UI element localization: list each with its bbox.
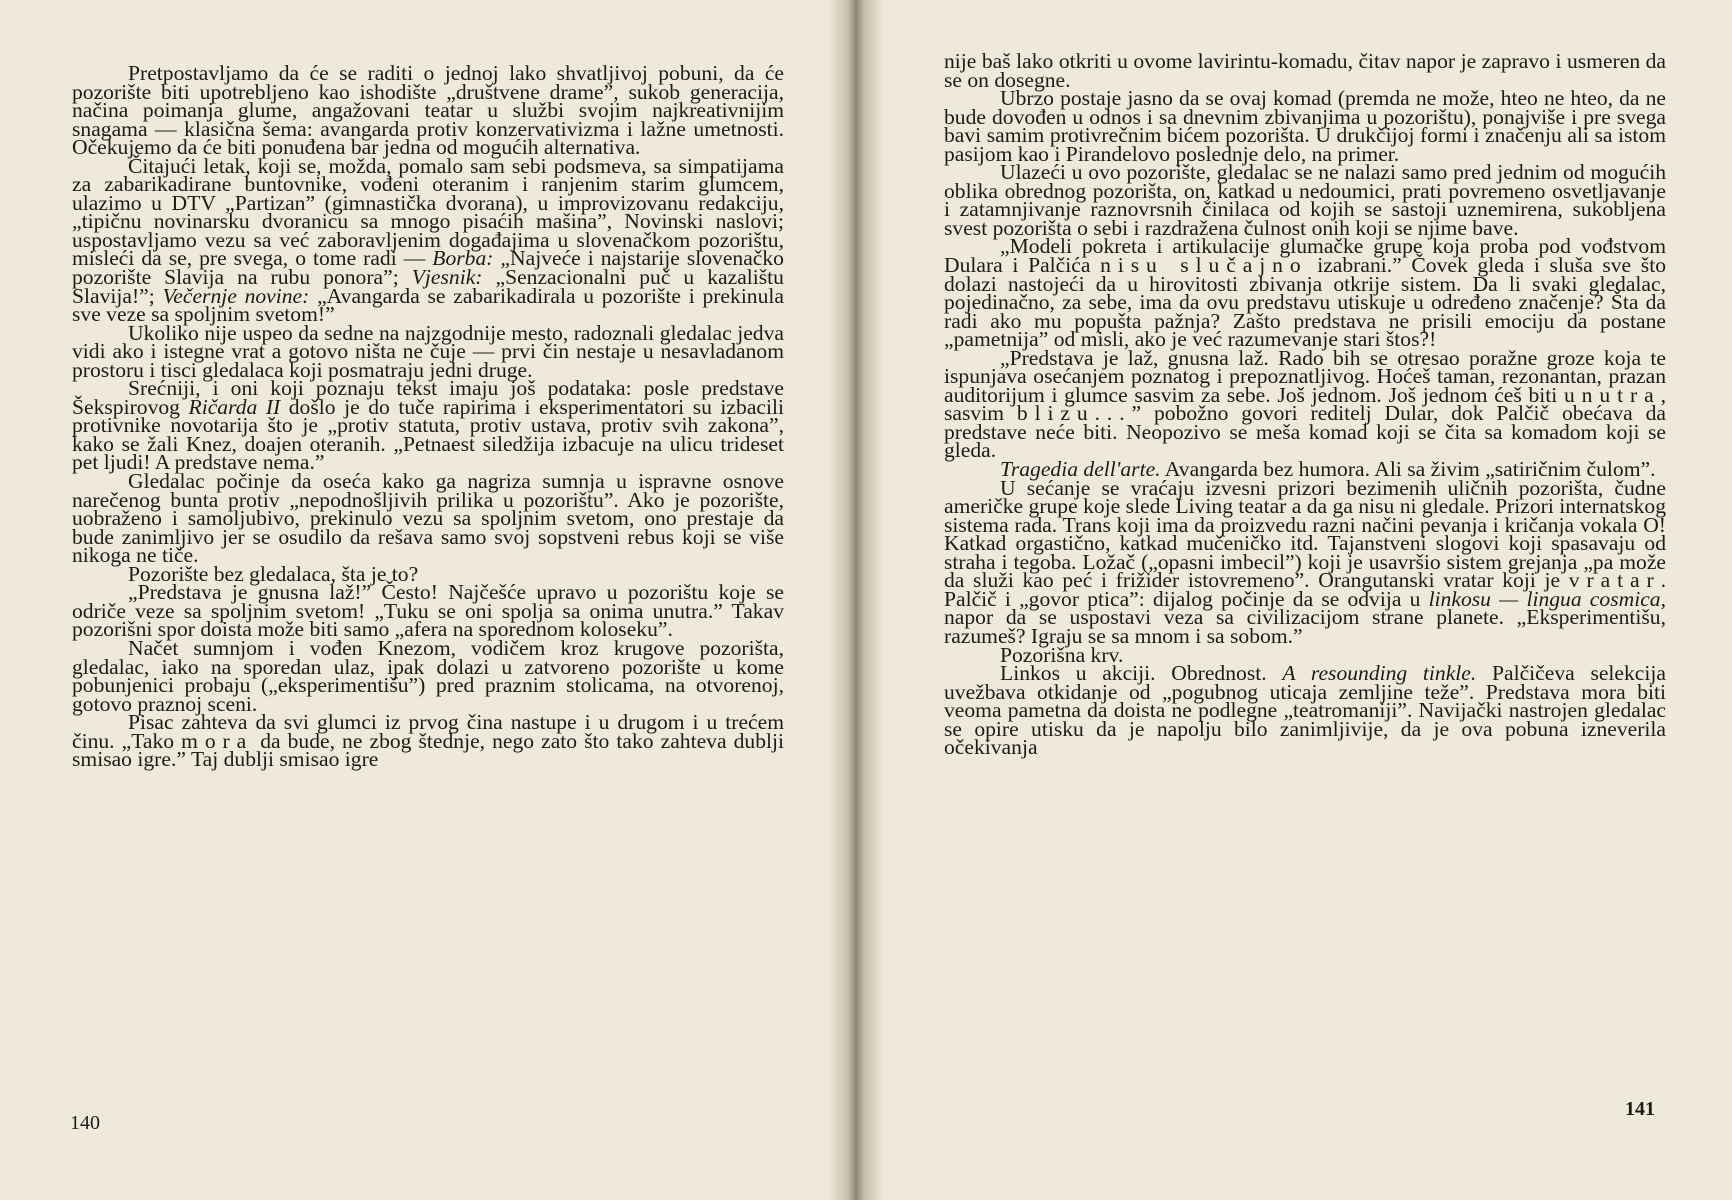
text-run: „Senzacionalni puč u kazalištu Slavija!”;: [72, 265, 784, 308]
italic-run: Vjesnik:: [411, 265, 483, 290]
spaced-run: blizu...: [1016, 401, 1132, 426]
text-run: . Palčič i „govor ptica”: dijalog počinje da se odvija u: [944, 568, 1666, 611]
text-run: Palčičeva selekcija uvežbava otkidanje od „pogubnog uticaja zemljine teže”. Predstava mora biti veoma pametna da doista ne podlegne „teatromaniji”. Navijački nastrojen gledalac se opire utisku da je napolju bilo zanimljivije, da je ova pobuna izneverila očekivanja: [944, 661, 1666, 760]
paragraph: [72, 376, 784, 475]
italic-run: Večernje novine:: [162, 283, 310, 308]
text-run: „Predstava je laž, gnusna laž. Rado bih se otresao poražne groze koja te ispunjava osećanjem poznatog i prepoznatljivog. Hoćeš taman, rezonantan, prazan auditorijum i glumce sasvim za sebe. Još jednom. Još jednom ćeš biti: [944, 345, 1666, 407]
text-run: Avangarda bez humora. Ali sa živim „satiričnim čulom”.: [1160, 457, 1656, 482]
text-run: „Najveće i najstarije slovenačko pozorište Slavija na rubu ponora”;: [72, 246, 784, 290]
text-run: ” pobožno govori reditelj Dular, dok Palčič obećava da predstave neće biti. Neopozivo se meša komad koji se čita sa komadom koji se gleda.: [944, 401, 1666, 463]
paragraph: [72, 153, 784, 327]
text-run: „Avangarda se zabarikadirala u pozorište i prekinula sve veze sa spoljnim svetom!”: [72, 283, 784, 327]
spaced-run: vratar: [1568, 568, 1661, 593]
text-run: da bude, ne zbog štednje, nego zato što tako zahteva dublji smisao igre.” Taj dublji smisao igre: [72, 728, 784, 772]
text-run: Pisac zahteva da svi glumci iz prvog čina nastupe i u drugom i u trećem činu. „Tako: [72, 710, 784, 753]
left-page: [0, 0, 828, 1200]
text-run: , sasvim: [944, 382, 1666, 426]
paragraph: Ukoliko nije uspeo da sedne na najzgodnije mesto, radoznali gledalac jedva vidi ako i istegne vrat a gotovo ništa ne čuje — prvi čin nestaje u nesavladanom prostoru i tisci gledalaca koji posmatraju jedni druge.: [72, 320, 784, 382]
spaced-run: mora: [181, 728, 254, 753]
italic-run: Tragedia dell'arte.: [1000, 457, 1161, 482]
italic-run: A resounding tinkle.: [1282, 661, 1477, 686]
text-run: došlo je do tuče rapirima i eksperimentatori su izbacili protivnike novotarija što je „protiv statuta, protiv ustava, protiv svih zakona”, kako se žali Knez, doajen oteranih. „Petnaest siledžija izbacuje na ulicu trideset pet ljudi! A predstave nema.”: [72, 394, 784, 475]
paragraph: [944, 345, 1666, 463]
book-gutter: [828, 0, 884, 1200]
italic-run: Ričarda II: [188, 394, 281, 419]
text-run: „Modeli pokreta i artikulacije glumačke grupe koja proba pod vođstvom Dulara i Palčića: [944, 234, 1666, 278]
right-page-body: [944, 49, 1667, 760]
paragraph: [944, 475, 1666, 648]
paragraph: „Predstava je gnusna laž!” Često! Najčešće upravo u pozorištu koje se odriče veze sa spoljnim svetom! „Tuku se oni spolja sa onima unutra.” Takav pozorišni spor doista može biti samo „afera na sporednom koloseku”.: [72, 580, 784, 642]
paragraph: Ubrzo postaje jasno da se ovaj komad (premda ne može, hteo ne hteo, da ne bude dovođen u odnos i sa dnevnim zbivanjima u pozorištu), ponajviše i pre svega bavi samim protivrečnim bićem pozorišta. U drukčijoj formi i značenju ali sa istom pasijom kao i Pirandelovo poslednje delo, na primer.: [944, 86, 1666, 166]
paragraph: [944, 661, 1666, 760]
right-page: [884, 0, 1732, 1200]
text-run: Čitajući letak, koji se, možda, pomalo sam sebi podsmeva, sa simpatijama za zabarikadirane buntovnike, vođeni oteranim i ranjenim starim glumcem, ulazimo u DTV „Partizan” (gimnastička dvorana), u improvizovanu redakciju, „tipičnu novinarsku dvoranicu sa mnogo pisaćih mašina”, Novinski naslovi; uspostavljamo vezu sa već zaboravljenim događajima u slovenačkom pozorištu, misleći da se, pre svega, o tome radi —: [72, 153, 784, 271]
paragraph: [72, 710, 784, 772]
paragraph: Pozorišna krv.: [1000, 642, 1124, 667]
italic-run: Borba:: [432, 246, 494, 271]
text-run: Linkos u akciji. Obrednost.: [1000, 661, 1283, 686]
paragraph: Ulazeći u ovo pozorište, gledalac se ne nalazi samo pred jednim od mogućih oblika obrednog pozorišta, on, katkad u nedoumici, prati povremeno osvetljavanje i zatamnjivanje raznovrsnih činilaca od kojih se sastoji uznemirena, sukobljena svest pozorišta o sebi i razdražena čulnost onih koji se njime bave.: [944, 160, 1666, 240]
text-run: , napor da se uspostavi veza sa civilizacijom strane planete. „Eksperimentišu, razumeš? Igraju se sa mnom i sa sobom.”: [944, 586, 1666, 648]
paragraph: [944, 234, 1667, 352]
paragraph: nije baš lako otkriti u ovome lavirintu-komadu, čitav napor je zapravo i usmeren da se on dosegne.: [944, 49, 1666, 92]
italic-run: linkosu — lingua cosmica: [1428, 586, 1661, 611]
page-number-right: 141: [1625, 1098, 1655, 1120]
text-run: Srećniji, i oni koji poznaju tekst imaju još podataka: posle predstave Šekspirovog: [72, 376, 784, 419]
paragraph: Gledalac počinje da oseća kako ga nagriza sumnja u ispravne osnove narečenog bunta protiv „nepodnošljivih prilika u pozorištu”. Ako je pozorište, uobraženo i samoljubivo, prekinulo vezu sa spoljnim svetom, ono prestaje da bude zanimljivo jer se osudilo da rešava samo svoj sopstveni rebus koji se više nikoga ne tiče.: [72, 469, 784, 568]
text-run: izabrani.” Čovek gleda i sluša sve što dolazi nastojeći da u hirovitosti zbivanja otkrije sistem. Da li svaki gledalac, pojedinačno, za sebe, ima da ovu predstavu utiskuje u određeno značenje? Šta da radi ako mu popušta pažnja? Zašto predstava ne prisili emociju da postane „pametnija” od misli, ako je već razumevanje stari štos?!: [944, 253, 1667, 352]
left-page-body: [72, 61, 784, 772]
spaced-run: unutra: [1563, 382, 1661, 407]
page-number-left: 140: [70, 1112, 100, 1134]
spaced-run: nisu slučajno: [1100, 253, 1308, 278]
paragraph: Pretpostavljamo da će se raditi o jednoj lako shvatljivoj pobuni, da će pozorište biti upotrebljeno kao ishodište „društvene drame”, sukob generacija, načina poimanja glume, angažovani teatar u službi svojim najkreativnijim snagama — klasična šema: avangarda protiv konzervativizma i lažne umetnosti. Očekujemo da će biti ponuđena bar jedna od mogućih alternativa.: [72, 61, 784, 160]
paragraph: Pozorište bez gledalaca, šta je to?: [128, 561, 419, 586]
paragraph: Načet sumnjom i vođen Knezom, vodičem kroz krugove pozorišta, gledalac, iako na sporedan ulaz, ipak dolazi u zatvoreno pozorište u kome pobunjenici probaju („eksperimentišu”) pred praznim stolicama, na otvorenoj, gotovo praznoj sceni.: [72, 635, 784, 716]
text-run: U sećanje se vraćaju izvesni prizori bezimenih uličnih pozorišta, čudne američke grupe koje slede Living teatar a da ga nisu ni gledale. Prizori internatskog sistema rada. Trans koji ima da proizvedu razni načini pevanja i kričanja vokala O! Katkad orgastično, katkad mučeničko itd. Tajanstveni slogovi koji spasavaju od straha i tegoba. Ložač („opasni imbecil”) koji je usavršio sistem grejanja „pa može da služi kao peć i frižider istovremeno”. Orangutanski vratar koji je: [944, 475, 1666, 593]
